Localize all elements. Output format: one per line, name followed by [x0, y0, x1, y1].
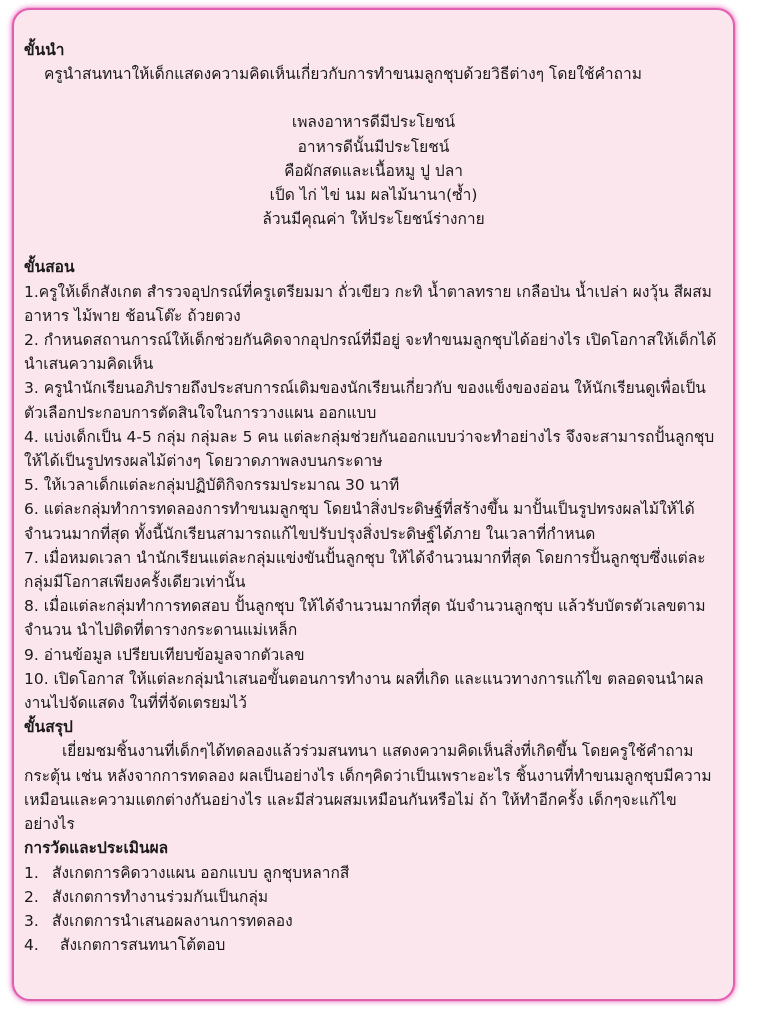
teaching-step: 5. ให้เวลาเด็กแต่ละกลุ่มปฏิบัติกิจกรรมประมาณ 30 นาที [24, 476, 400, 495]
song-lyrics [24, 110, 723, 231]
teaching-step: 9. อ่านข้อมูล เปรียบเทียบข้อมูลจากตัวเลข [24, 645, 305, 664]
teaching-step: 3. ครูนำนักเรียนอภิปรายถึงประสบการณ์เดิมของนักเรียนเกี่ยวกับ ของแข็งของอ่อน ให้นักเรียนดูเพื่อเป็นตัวเลือกประกอบการตัดสินใจในการวางแผน ออกแบบ [24, 379, 706, 422]
teaching-step: 2. กำหนดสถานการณ์ให้เด็กช่วยกันคิดจากอุปกรณ์ที่มีอยู่ จะทำขนมลูกชุบได้อย่างไร เปิดโอกาสให้เด็กได้นำเสนความคิดเห็น [24, 331, 717, 374]
teaching-step: 8. เมื่อแต่ละกลุ่มทำการทดสอบ ปั้นลูกชุบ ให้ได้จำนวนมากที่สุด นับจำนวนลูกชุบ แล้วรับบัตรตัวเลขตามจำนวน นำไปติดที่ตารางกระดานแม่เหล็ก [24, 597, 706, 640]
evaluation-text: สังเกตการทำงานร่วมกันเป็นกลุ่ม [52, 887, 269, 906]
evaluation-number: 2. [24, 887, 39, 906]
teaching-step: 10. เปิดโอกาส ให้แต่ละกลุ่มนำเสนอขั้นตอนการทำงาน ผลที่เกิด และแนวทางการแก้ไข ตลอดจนนำผลงานไปจัดแสดง ในที่ที่จัดเตรยมไว้ [24, 669, 704, 713]
lesson-plan-page [12, 8, 735, 1001]
teaching-step: 6. แต่ละกลุ่มทำการทดลองการทำขนมลูกชุบ โดยนำสิ่งประดิษฐ์ที่สร้างขึ้น มาปั้นเป็นรูปทรงผลไม้ให้ได้จำนวนมากที่สุด ทั้งนี้นักเรียนสามารถแก้ไขปรับปรุงสิ่งประดิษฐ์ได้ภาย ในเวลาที่กำหนด [24, 500, 695, 543]
song-line: อาหารดีนั้นมีประโยชน์ [297, 137, 450, 156]
song-line: คือผักสดและเนื้อหมู ปู ปลา [284, 161, 463, 180]
summary-text: เยี่ยมชมชิ้นงานที่เด็กๆได้ทดลองแล้วร่วมสนทนา แสดงความคิดเห็นสิ่งที่เกิดขึ้น โดยครูใช้คำถามกระตุ้น เช่น หลังจากการทดลอง ผลเป็นอย่างไร เด็กๆคิดว่าเป็นเพราะอะไร ชิ้นงานที่ทำขนมลูกชุบมีความเหมือนและความแตกต่างกันอย่างไร และมีส่วนผสมเหมือนกันหรือไม่ ถ้า ให้ทำอีกครั้ง เด็กๆจะแก้ไขอย่างไร [24, 742, 712, 834]
evaluation-text: สังเกตการสนทนาโต้ตอบ [60, 936, 226, 955]
song-line: เป็ด ไก่ ไข่ นม ผลไม้นานา(ซ้ำ) [269, 186, 478, 205]
song-line: เพลงอาหารดีมีประโยชน์ [291, 113, 456, 132]
evaluation-text: สังเกตการคิดวางแผน ออกแบบ ลูกชุบหลากสี [52, 863, 350, 882]
evaluation-item [24, 861, 723, 885]
evaluation-number: 3. [24, 911, 39, 930]
summary-heading: ขั้นสรุป [24, 718, 73, 737]
evaluation-heading: การวัดและประเมินผล [24, 839, 169, 858]
intro-heading: ขั้นนำ [24, 41, 65, 59]
evaluation-number: 4. [24, 936, 39, 955]
evaluation-item [24, 933, 723, 957]
teaching-steps [24, 280, 723, 716]
intro-text: ครูนำสนทนาให้เด็กแสดงความคิดเห็นเกี่ยวกับการทำขนมลูกชุบด้วยวิธีต่างๆ โดยใช้คำถาม [44, 65, 642, 84]
evaluation-number: 1. [24, 863, 39, 882]
teaching-step: 7. เมื่อหมดเวลา นำนักเรียนแต่ละกลุ่มแข่งขันปั้นลูกชุบ ให้ได้จำนวนมากที่สุด โดยการปั้นลูกชุบซึ่งแต่ละกลุ่มมีโอกาสเพียงครั้งเดียวเท่านั้น [24, 548, 706, 592]
teaching-step: 1.ครูให้เด็กสังเกต สำรวจอุปกรณ์ที่ครูเตรียมมา ถั่วเขียว กะทิ น้ำตาลทราย เกลือป่น น้ำเปล่า ผงวุ้น สีผสมอาหาร ไม้พาย ช้อนโต๊ะ ถ้วยตวง [24, 282, 712, 325]
teaching-step: 4. แบ่งเด็กเป็น 4-5 กลุ่ม กลุ่มละ 5 คน แต่ละกลุ่มช่วยกันออกแบบว่าจะทำอย่างไร จึงจะสามารถปั้นลูกชุบให้ได้เป็นรูปทรงผลไม้ต่างๆ โดยวาดภาพลงบนกระดาษ [24, 427, 715, 471]
teaching-heading: ขั้นสอน [24, 258, 75, 277]
evaluation-item [24, 885, 723, 909]
evaluation-list [24, 861, 723, 958]
evaluation-item [24, 909, 723, 933]
evaluation-text: สังเกตการนำเสนอผลงานการทดลอง [52, 911, 293, 930]
song-line: ล้วนมีคุณค่า ให้ประโยชน์ร่างกาย [262, 210, 485, 229]
